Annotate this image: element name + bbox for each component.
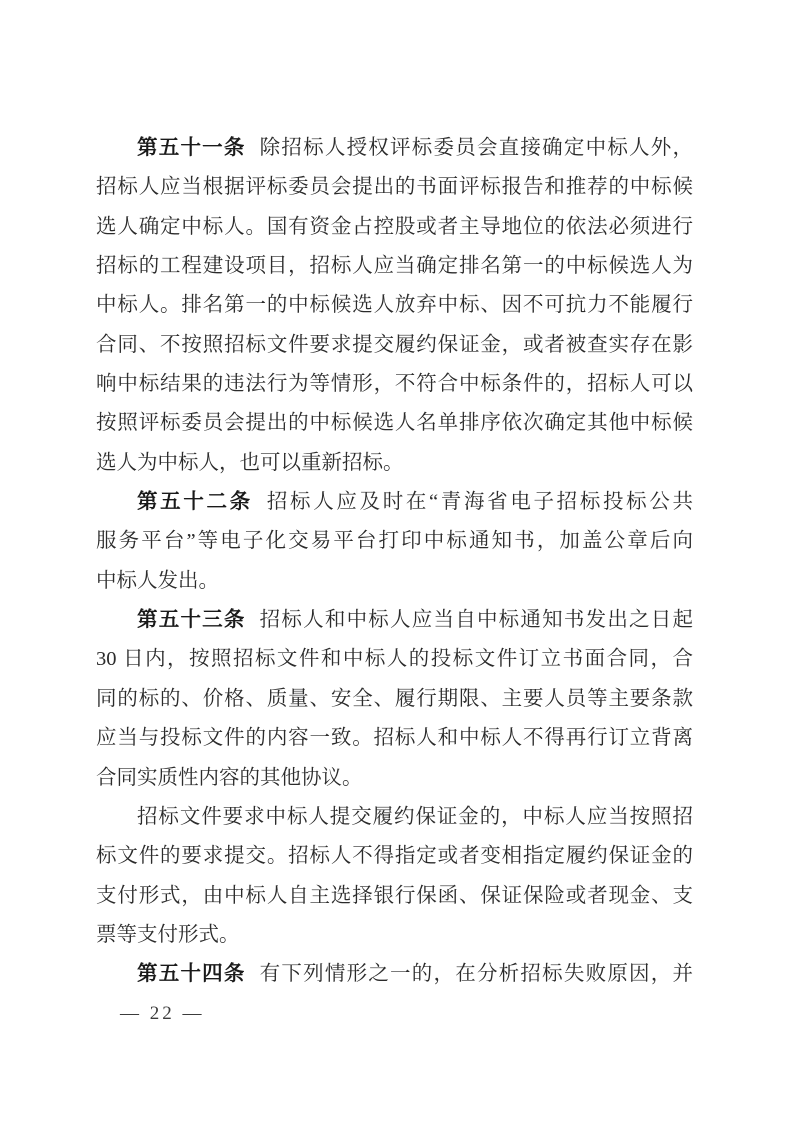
text-line bbox=[96, 286, 693, 325]
line-text: 中标人。排名第一的中标候选人放弃中标、因不可抗力不能履行 bbox=[96, 294, 693, 317]
line-text: 招标人应当根据评标委员会提出的书面评标报告和推荐的中标候 bbox=[96, 176, 693, 199]
line-text: 招标的工程建设项目，招标人应当确定排名第一的中标候选人为 bbox=[96, 255, 693, 278]
line-text: 有下列情形之一的，在分析招标失败原因，并 bbox=[259, 963, 693, 986]
text-line bbox=[96, 640, 693, 679]
document-body bbox=[96, 129, 693, 995]
line-text: 选人为中标人，也可以重新招标。 bbox=[96, 451, 404, 474]
text-line bbox=[96, 326, 693, 365]
line-text: 应当与投标文件的内容一致。招标人和中标人不得再行订立背离 bbox=[96, 727, 693, 750]
text-line bbox=[96, 916, 693, 955]
line-text: 按照评标委员会提出的中标候选人名单排序依次确定其他中标候 bbox=[96, 412, 693, 435]
line-text: 招标人和中标人应当自中标通知书发出之日起 bbox=[259, 609, 693, 632]
text-line bbox=[96, 837, 693, 876]
text-line bbox=[96, 129, 693, 168]
line-text: 支付形式，由中标人自主选择银行保函、保证保险或者现金、支 bbox=[96, 884, 693, 907]
text-line bbox=[96, 247, 693, 286]
page-footer bbox=[120, 1001, 205, 1027]
line-text: 同的标的、价格、质量、安全、履行期限、主要人员等主要条款 bbox=[96, 687, 693, 710]
text-line bbox=[96, 444, 693, 483]
text-line bbox=[96, 680, 693, 719]
text-line bbox=[96, 404, 693, 443]
text-line bbox=[96, 719, 693, 758]
page-number: — 22 — bbox=[120, 1003, 205, 1024]
text-line bbox=[96, 168, 693, 207]
article-heading: 第五十三条 bbox=[137, 609, 246, 632]
line-text: 除招标人授权评标委员会直接确定中标人外， bbox=[259, 137, 693, 159]
line-text: 合同实质性内容的其他协议。 bbox=[96, 766, 363, 789]
text-line bbox=[96, 365, 693, 404]
text-line bbox=[96, 877, 693, 916]
line-text: 合同、不按照招标文件要求提交履约保证金，或者被查实存在影 bbox=[96, 333, 693, 356]
line-text: 标文件的要求提交。招标人不得指定或者变相指定履约保证金的 bbox=[96, 845, 693, 868]
text-line bbox=[96, 798, 693, 837]
article-heading: 第五十二条 bbox=[137, 491, 253, 514]
line-text: 30 日内，按照招标文件和中标人的投标文件订立书面合同，合 bbox=[96, 648, 693, 671]
article-heading: 第五十一条 bbox=[137, 137, 246, 159]
line-text: 票等支付形式。 bbox=[96, 923, 240, 946]
line-text: 选人确定中标人。国有资金占控股或者主导地位的依法必须进行 bbox=[96, 215, 693, 238]
line-text: 响中标结果的违法行为等情形，不符合中标条件的，招标人可以 bbox=[96, 373, 693, 396]
line-text: 招标文件要求中标人提交履约保证金的，中标人应当按照招 bbox=[137, 805, 693, 828]
text-line bbox=[96, 562, 693, 601]
text-line bbox=[96, 208, 693, 247]
text-line bbox=[96, 759, 693, 798]
text-line bbox=[96, 522, 693, 561]
line-text: 招标人应及时在“青海省电子招标投标公共 bbox=[266, 491, 693, 514]
text-line bbox=[96, 955, 693, 994]
article-heading: 第五十四条 bbox=[137, 963, 246, 986]
text-line bbox=[96, 483, 693, 522]
line-text: 中标人发出。 bbox=[96, 569, 219, 592]
line-text: 服务平台”等电子化交易平台打印中标通知书，加盖公章后向 bbox=[96, 530, 693, 553]
text-line bbox=[96, 601, 693, 640]
